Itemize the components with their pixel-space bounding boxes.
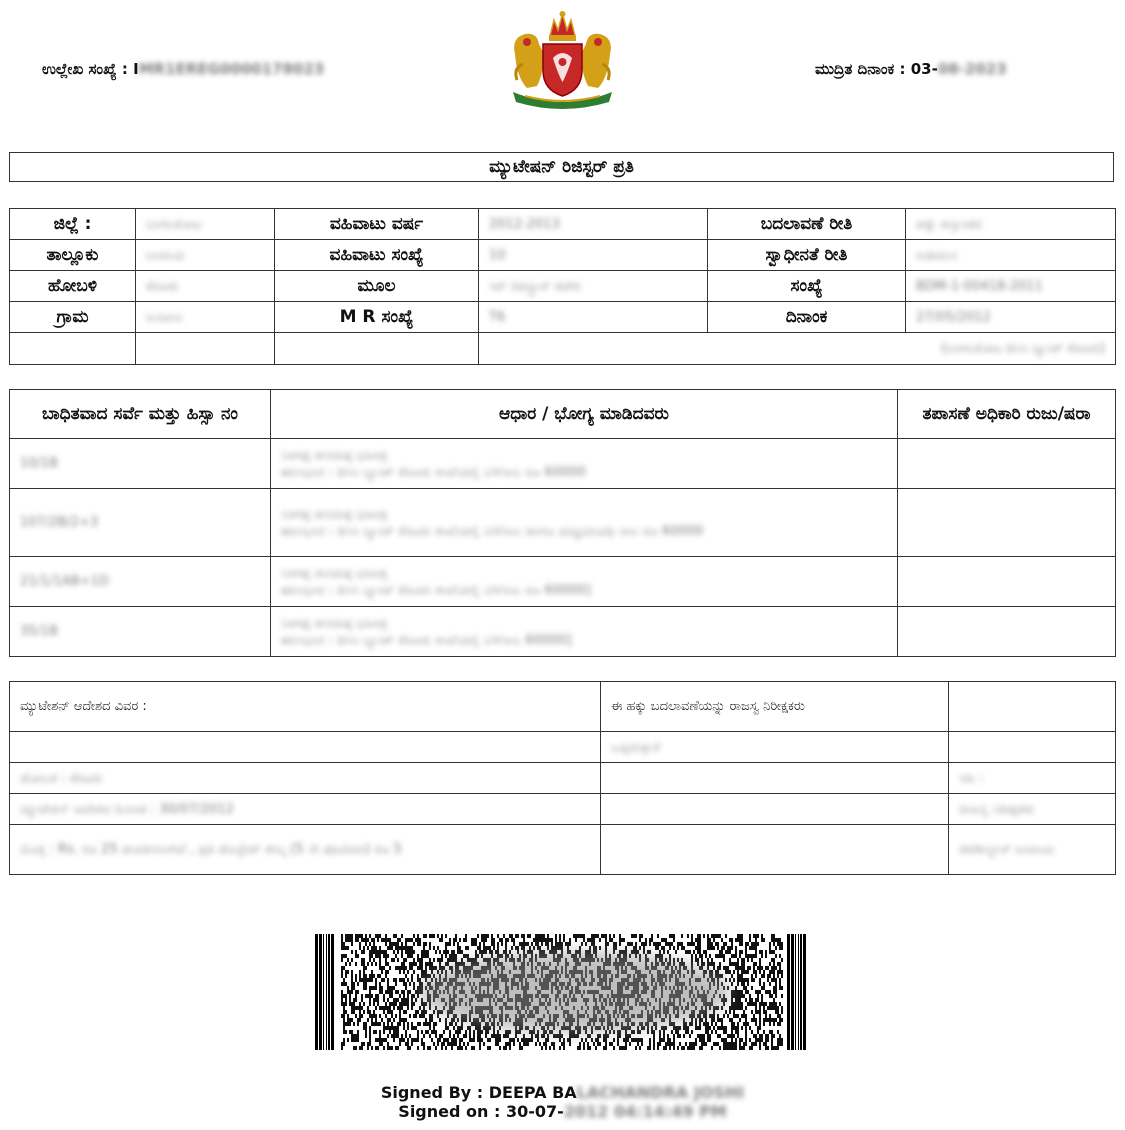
source-label: ಮೂಲ bbox=[275, 271, 479, 302]
transaction-number-label: ವಹಿವಾಟು ಸಂಖ್ಯೆ bbox=[275, 240, 479, 271]
hobli-line: ಹೋಬಳಿ : ಕೆರೂರು bbox=[20, 770, 103, 786]
district-value: ಬಾಗಲಕೋಟ bbox=[146, 216, 202, 232]
date-label: ದಿನಾಂಕ bbox=[708, 302, 906, 333]
holder-name: ನಿಂಗಪ್ಪ ಹನಮಪ್ಪ ಭಜಂತ್ರಿ bbox=[281, 565, 388, 581]
holder-detail: ಋಣಭಾರ : ಡಿಸಿಸಿ ಬ್ಯಾಂಕ್ ಕೆರೂರು ಶಾಖೆಯಲ್ಲಿ ಬೆಳೆಸಾಲ 60000] bbox=[281, 632, 572, 648]
tahsildar: ತಹಶೀಲ್ದಾರ್ ಬಾದಾಮಿ bbox=[959, 842, 1055, 857]
signed-by-label: Signed By : DEEPA BA bbox=[380, 1083, 577, 1102]
fee-text: ಮೊತ್ತ : Rs. ರೂ 25 ಪಾವತಿಸಲಾಗಿದೆ , ಪ್ರತಿ ಹೊಸ್ಟೇಜ್ ಶುಲ್ಕ (5 ನೇ ಪುಟದಿಂದ) ರೂ 5 bbox=[20, 842, 402, 857]
table-row bbox=[10, 439, 1116, 489]
mr-number-label: M R ಸಂಖ್ಯೆ bbox=[275, 302, 479, 333]
printed-date-label: ಮುದ್ರಿತ ದಿನಾಂಕ : 03- bbox=[815, 60, 938, 78]
mr-number-value: T6 bbox=[489, 309, 506, 325]
officer-remark bbox=[898, 439, 1116, 489]
empty-cell bbox=[601, 763, 949, 794]
revenue-inspector: ರಾಜಸ್ವ ನಿರೀಕ್ಷಕರು bbox=[959, 801, 1035, 817]
survey-number: 10/1B bbox=[20, 456, 59, 471]
empty-cell bbox=[601, 794, 949, 825]
empty-cell bbox=[136, 333, 275, 365]
holder-name: ನಿಂಗಪ್ಪ ಹನಮಪ್ಪ ಭಜಂತ್ರಿ bbox=[281, 447, 388, 463]
officer-remark bbox=[898, 489, 1116, 557]
signed-by bbox=[0, 1083, 1125, 1102]
source-value: ಸರ್ ರಿಜಿಸ್ಟ್ರಾರ್ ಕಚೇರಿ bbox=[489, 278, 581, 294]
table-row bbox=[10, 557, 1116, 607]
holder-detail: ಋಣಭಾರ : ಡಿಸಿಸಿ ಬ್ಯಾಂಕ್ ಕೆರೂರು ಶಾಖೆಯಲ್ಲಿ ಬೆಳೆಸಾಲ ಹಾಗೂ ಮಧ್ಯಮಾವಧಿ ಸಾಲ ರೂ 60000 bbox=[281, 523, 704, 539]
transaction-year-value: 2012-2013 bbox=[489, 216, 560, 232]
holder-name: ನಿಂಗಪ್ಪ ಹನಮಪ್ಪ ಭಜಂತ್ರಿ bbox=[281, 615, 388, 631]
acquisition-mode-value: ಅಡಮಾನ bbox=[916, 247, 958, 263]
empty-cell bbox=[601, 825, 949, 875]
signed-on-label: Signed on : 30-07- bbox=[398, 1102, 564, 1121]
document-title: ಮ್ಯುಟೇಷನ್ ರಿಜಿಸ್ಟರ್ ಪ್ರತಿ bbox=[9, 152, 1114, 182]
empty-cell bbox=[10, 333, 136, 365]
transaction-year-label: ವಹಿವಾಟು ವರ್ಷ bbox=[275, 209, 479, 240]
holder-name: ನಿಂಗಪ್ಪ ಹನಮಪ್ಪ ಭಜಂತ್ರಿ bbox=[281, 506, 388, 522]
survey-holders-table bbox=[9, 389, 1116, 657]
reference-value: MR1EREG0000178023 bbox=[138, 60, 325, 78]
printed-date-value: 08-2023 bbox=[937, 60, 1007, 78]
holder-detail: ಋಣಭಾರ : ಡಿಸಿಸಿ ಬ್ಯಾಂಕ್ ಕೆರೂರು ಶಾಖೆಯಲ್ಲಿ ಬೆಳೆಸಾಲ ರೂ 60000] bbox=[281, 582, 591, 598]
reference-number bbox=[42, 60, 324, 78]
karnataka-emblem-icon bbox=[505, 8, 620, 110]
signed-by-name: LACHANDRA JOSHI bbox=[576, 1083, 745, 1102]
empty-cell bbox=[10, 732, 601, 763]
hobli-label: ಹೋಬಳಿ bbox=[10, 271, 136, 302]
officer-remark bbox=[898, 607, 1116, 657]
survey-number: 107/2B/2+3 bbox=[20, 515, 99, 530]
number-value: BDM-1-00418-2011 bbox=[916, 278, 1043, 294]
empty-cell bbox=[275, 333, 479, 365]
mutation-order-label: ಮ್ಯುಟೇಶನ್ ಆದೇಶದ ವಿವರ : bbox=[10, 682, 601, 732]
column-header-holders: ಆಧಾರ / ಭೋಗ್ಯ ಮಾಡಿದವರು bbox=[271, 390, 898, 439]
district-label: ಜಿಲ್ಲೆ : bbox=[10, 209, 136, 240]
change-mode-label: ಬದಲಾವಣೆ ರೀತಿ bbox=[708, 209, 906, 240]
village-value: ಅನವಾಲ bbox=[146, 309, 184, 325]
officer-remark bbox=[898, 557, 1116, 607]
survey-number: 21/1/1AB+1D bbox=[20, 574, 109, 589]
holder-detail: ಋಣಭಾರ : ಡಿಸಿಸಿ ಬ್ಯಾಂಕ್ ಕೆರೂರು ಶಾಖೆಯಲ್ಲಿ ಬೆಳೆಸಾಲ ರೂ 60000 bbox=[281, 464, 586, 480]
record-info-table bbox=[9, 208, 1116, 365]
signature-line: ಸಹಿ : bbox=[959, 770, 984, 786]
column-header-officer: ತಪಾಸಣೆ ಅಧಿಕಾರಿ ರುಜು/ಷರಾ bbox=[898, 390, 1116, 439]
inspector-label: ಈ ಹಕ್ಕು ಬದಲಾವಣೆಯನ್ನು ರಾಜಸ್ವ ನಿರೀಕ್ಷಕರು bbox=[601, 682, 949, 732]
column-header-survey: ಬಾಧಿತವಾದ ಸರ್ವೆ ಮತ್ತು ಹಿಸ್ಸಾ ನಂ bbox=[10, 390, 271, 439]
mutation-order-table bbox=[9, 681, 1116, 875]
pdf417-barcode bbox=[315, 934, 809, 1050]
inspector-value: ಒಪ್ಪಿರುತ್ತಾರೆ bbox=[611, 739, 661, 755]
table-row bbox=[10, 489, 1116, 557]
empty-cell bbox=[949, 732, 1116, 763]
printed-date bbox=[815, 60, 1007, 78]
hobli-value: ಕೆರೂರು bbox=[146, 278, 179, 294]
acquisition-mode-label: ಸ್ವಾಧೀನತೆ ರೀತಿ bbox=[708, 240, 906, 271]
bank-note: (ಬಾಗಲಕೋಟ ಡಿಸಿಸಿ ಬ್ಯಾಂಕ್ ಕೆರೂರು) bbox=[941, 341, 1105, 356]
mutation-order-date: ಮ್ಯುಟೇಶನ್ ಆದೇಶದ ದಿನಾಂಕ : 30/07/2012 bbox=[20, 801, 235, 817]
signed-on-time: 2012 04:14:49 PM bbox=[563, 1102, 727, 1121]
number-label: ಸಂಖ್ಯೆ bbox=[708, 271, 906, 302]
reference-label: ಉಲ್ಲೇಖ ಸಂಖ್ಯೆ : I bbox=[42, 60, 139, 78]
table-row bbox=[10, 607, 1116, 657]
date-value: 27/05/2012 bbox=[916, 309, 991, 325]
survey-number: 35/1B bbox=[20, 624, 59, 639]
change-mode-value: ಹಕ್ಕು ಹಸ್ತಾಂತರ bbox=[916, 216, 982, 232]
taluk-value: ಬಾದಾಮಿ bbox=[146, 247, 185, 263]
empty-cell bbox=[949, 682, 1116, 732]
signed-on bbox=[0, 1102, 1125, 1121]
village-label: ಗ್ರಾಮ bbox=[10, 302, 136, 333]
taluk-label: ತಾಲ್ಲೂಕು bbox=[10, 240, 136, 271]
transaction-number-value: 10 bbox=[489, 247, 506, 263]
